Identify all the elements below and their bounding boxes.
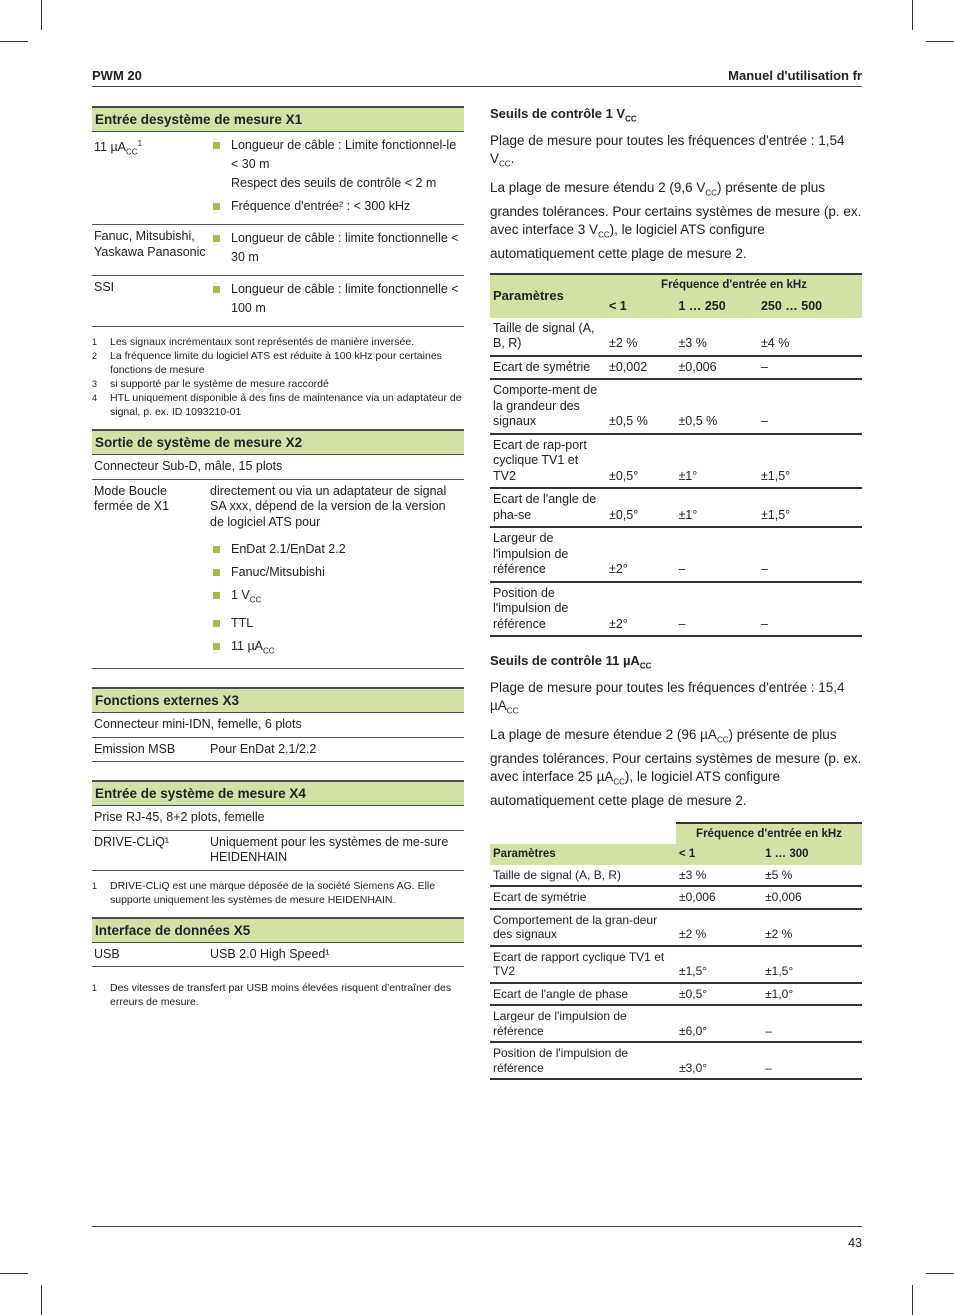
vcc-value-cell: ±4 % <box>760 336 790 351</box>
footnote-key: 4 <box>92 393 98 403</box>
uacc-th-param <box>490 823 676 865</box>
x4-row <box>92 831 464 871</box>
x3-title: Fonctions externes X3 <box>92 687 464 713</box>
vcc-param-cell: Position de l'impulsion de référence <box>493 585 569 631</box>
crop-mark <box>912 0 913 30</box>
uacc-table-row <box>490 865 862 887</box>
x5-title: Interface de données X5 <box>92 917 464 943</box>
footnote-key: 2 <box>92 351 98 361</box>
x2-interface-name: 1 V <box>231 588 250 602</box>
uacc-heading-text: Seuils de contrôle 11 µA <box>490 653 640 669</box>
vcc-value-cell: – <box>678 562 686 577</box>
footnote <box>92 335 464 349</box>
x2-description: directement ou via un adaptateur de signal SA xxx, dépend de la version de la version de logiciel ATS pour <box>210 483 447 529</box>
x1-bullet-item <box>210 229 462 267</box>
vcc-value-cell: ±2° <box>609 616 628 631</box>
uacc-value-cell: ±6,0° <box>679 1023 708 1038</box>
uacc-heading-sub: CC <box>639 661 652 671</box>
uacc-p2-b: ) présente de plus grandes tolérances. Pour certains systèmes de mesure (p. ex. avec interface 25 µA <box>490 727 862 785</box>
bullet-square-icon <box>213 569 220 576</box>
bullet-square-icon <box>213 643 220 650</box>
vcc-value-cell: ±0,5° <box>609 468 639 483</box>
x1-bullet-extra: Respect des seuils de contrôle < 2 m <box>231 176 437 190</box>
x1-bullet-item <box>210 136 462 193</box>
vcc-value-cell: ±1,5° <box>760 468 791 483</box>
crop-mark <box>912 1285 913 1315</box>
x2-interface-name: 11 µA <box>231 638 263 653</box>
vcc-table-row <box>490 318 862 356</box>
vcc-param-cell: Ecart de l'angle de pha-se <box>493 492 597 522</box>
uacc-table-row <box>490 946 862 983</box>
uacc-param-cell: Ecart de rapport cyclique TV1 et TV2 <box>493 949 665 979</box>
x1-bullet-text: Fréquence d'entrée² : < 300 kHz <box>231 199 411 213</box>
bullet-square-icon <box>213 546 220 553</box>
vcc-p2-sub2: CC <box>598 230 610 240</box>
vcc-value-cell: ±1° <box>678 468 698 483</box>
x5-value: USB 2.0 High Speed¹ <box>210 946 330 961</box>
x1-row <box>92 225 464 276</box>
vcc-value-cell: ±3 % <box>678 336 707 351</box>
vcc-paragraph-1 <box>490 132 862 174</box>
x2-row <box>92 480 464 670</box>
footnote-text: si supporté par le système de mesure raccordé <box>110 378 329 390</box>
uacc-heading <box>490 653 862 671</box>
vcc-value-cell: ±2° <box>609 562 628 577</box>
footnote <box>92 349 464 377</box>
vcc-value-cell: ±1° <box>678 507 698 522</box>
vcc-param-cell: Taille de signal (A, B, R) <box>493 320 595 351</box>
vcc-param-cell: Ecart de symétrie <box>493 359 591 374</box>
x1-row-value <box>208 276 464 326</box>
x2-interface-item <box>210 586 462 610</box>
x5-note-key: 1 <box>92 983 98 993</box>
footnote-text: La fréquence limite du logiciel ATS est réduite à 100 kHz pour certaines fonctions de mesure <box>110 350 442 376</box>
vcc-p2-c: ), le logiciel ATS configure automatiquement cette plage de mesure 2. <box>490 221 765 261</box>
uacc-value-cell: – <box>765 1060 772 1075</box>
x2-connector: Connecteur Sub-D, mâle, 15 plots <box>92 455 464 480</box>
x1-bullet-text: Longueur de câble : Limite fonctionnel-le < 30 m <box>231 138 457 171</box>
vcc-value-cell: – <box>760 616 768 631</box>
x1-row-value <box>208 225 464 275</box>
vcc-p2-sub1: CC <box>705 188 717 198</box>
x5-footnote <box>92 967 464 1009</box>
uacc-value-cell: ±0,006 <box>679 890 716 905</box>
uacc-table-row <box>490 983 862 1006</box>
uacc-p1-sub: CC <box>506 706 519 716</box>
x1-bullet-text: Longueur de câble : limite fonctionnelle < 30 m <box>231 231 459 264</box>
uacc-p2-sub2: CC <box>613 777 625 787</box>
x4-title: Entrée de système de mesure X4 <box>92 780 464 806</box>
x3-row <box>92 738 464 763</box>
uacc-value-cell: ±1,0° <box>765 986 794 1001</box>
crop-mark <box>926 41 954 42</box>
vcc-value-cell: – <box>678 616 686 631</box>
x1-footnotes <box>92 327 464 419</box>
vcc-value-cell: ±0,006 <box>678 359 717 374</box>
x4-label: DRIVE-CLiQ¹ <box>94 834 170 849</box>
uacc-param-cell: Ecart de l'angle de phase <box>493 986 629 1001</box>
crop-mark <box>0 1273 28 1274</box>
vcc-th-param: Paramètres <box>490 274 606 318</box>
footnote <box>92 377 464 391</box>
vcc-p2-a: La plage de mesure étendu 2 (9,6 V <box>490 180 706 196</box>
vcc-value-cell: ±0,5° <box>609 507 639 522</box>
vcc-table-row <box>490 527 862 582</box>
x1-label-main: SSI <box>94 280 115 294</box>
crop-mark <box>926 1273 954 1274</box>
uacc-value-cell: ±5 % <box>765 867 793 882</box>
vcc-table-row <box>490 379 862 434</box>
uacc-p2-sub1: CC <box>716 736 729 746</box>
x1-row-label <box>92 132 208 224</box>
uacc-value-cell: ±0,5° <box>679 986 708 1001</box>
x1-bullet-item <box>210 197 462 216</box>
uacc-paragraph-2 <box>490 726 862 809</box>
vcc-table-row <box>490 356 862 380</box>
x1-label-sup: 1 <box>137 139 143 148</box>
x5-note-text: Des vitesses de transfert par USB moins élevées risquent d'entraîner des erreurs de mesure. <box>110 982 452 1008</box>
vcc-param-cell: Largeur de l'impulsion de référence <box>493 531 569 577</box>
x3-label: Emission MSB <box>94 741 176 756</box>
uacc-table-row <box>490 909 862 946</box>
x1-row <box>92 276 464 327</box>
vcc-table-row <box>490 488 862 527</box>
x2-interface-name: TTL <box>231 615 254 630</box>
x1-row-label <box>92 276 208 326</box>
uacc-table-row <box>490 1042 862 1079</box>
uacc-p1-text: Plage de mesure pour toutes les fréquences d'entrée : 15,4 µA <box>490 679 845 713</box>
x2-interface-item <box>210 637 462 661</box>
uacc-value-cell: ±0,006 <box>765 890 802 905</box>
x1-bullet-text: Longueur de câble : limite fonctionnelle < 100 m <box>231 282 459 315</box>
uacc-value-cell: ±1,5° <box>679 964 708 979</box>
vcc-value-cell: – <box>760 562 768 577</box>
uacc-table-row <box>490 886 862 909</box>
x2-label: Mode Boucle fermée de X1 <box>94 483 170 513</box>
vcc-col-header: < 1 <box>606 296 675 318</box>
uacc-param-cell: Position de l'impulsion de référence <box>493 1046 629 1075</box>
vcc-param-cell: Ecart de rap-port cyclique TV1 et TV2 <box>493 437 587 483</box>
x1-row <box>92 132 464 225</box>
x1-bullet-list <box>210 136 462 216</box>
x4-note-key: 1 <box>92 880 98 891</box>
vcc-heading <box>490 106 862 124</box>
vcc-table-row <box>490 582 862 637</box>
vcc-col-header: 1 … 250 <box>675 296 758 318</box>
crop-mark <box>0 41 28 42</box>
uacc-param-cell: Comportement de la gran-deur des signaux <box>493 912 658 942</box>
uacc-th-param-text: Paramètres <box>490 844 676 865</box>
footnote-text: HTL uniquement disponible à des fins de maintenance via un adaptateur de signal, p. ex. ID 1093210-01 <box>110 392 462 418</box>
vcc-p2-b: ) présente de plus grandes tolérances. Pour certains systèmes de mesure (p. ex. avec interface 3 V <box>490 180 862 237</box>
x1-label-main: 11 µA <box>94 140 126 155</box>
uacc-th-group: Fréquence d'entrée en kHz <box>676 823 862 845</box>
page-footer <box>92 1226 862 1250</box>
x1-title: Entrée desystème de mesure X1 <box>92 106 464 132</box>
uacc-value-cell: – <box>765 1023 772 1038</box>
x1-label-sub: CC <box>126 147 138 157</box>
footnote <box>92 391 464 419</box>
x2-interface-item <box>210 614 462 633</box>
x2-interface-item <box>210 563 462 582</box>
uacc-param-cell: Ecart de symétrie <box>493 890 587 905</box>
vcc-value-cell: ±1,5° <box>760 507 791 522</box>
uacc-col-header: < 1 <box>676 844 762 865</box>
uacc-param-cell: Taille de signal (A, B, R) <box>493 867 622 882</box>
x2-interface-sub: CC <box>263 646 275 655</box>
right-column <box>490 106 862 1080</box>
footnote-key: 3 <box>92 379 98 389</box>
vcc-value-cell: ±0,5 % <box>609 414 648 429</box>
x4-connector: Prise RJ-45, 8+2 plots, femelle <box>92 806 464 831</box>
x2-interface-sub: CC <box>249 595 262 605</box>
uacc-col-header: 1 … 300 <box>762 844 862 865</box>
header-product: PWM 20 <box>92 68 142 83</box>
crop-mark <box>41 0 42 30</box>
vcc-col-header: 250 … 500 <box>758 296 862 318</box>
uacc-parameter-table <box>490 822 862 1081</box>
x5-row <box>92 943 464 968</box>
bullet-square-icon <box>213 235 220 242</box>
vcc-p1-sub: CC <box>499 159 511 169</box>
uacc-value-cell: ±2 % <box>765 927 793 942</box>
vcc-p1-text: Plage de mesure pour toutes les fréquences d'entrée : 1,54 V <box>490 132 845 166</box>
page-header <box>92 68 862 87</box>
header-manual-title: Manuel d'utilisation fr <box>728 68 862 83</box>
vcc-value-cell: ±0,002 <box>609 359 648 374</box>
bullet-square-icon <box>213 592 220 599</box>
crop-mark <box>41 1285 42 1315</box>
x4-note-text: DRIVE-CLiQ est une marque déposée de la société Siemens AG. Elle supporte uniquement les systèmes de mesure HEIDENHAIN. <box>110 879 436 906</box>
vcc-value-cell: ±2 % <box>609 336 638 351</box>
x2-interface-name: EnDat 2.1/EnDat 2.2 <box>231 542 346 556</box>
x4-footnote <box>92 871 464 907</box>
footnote-key: 1 <box>92 337 98 347</box>
vcc-value-cell: – <box>760 414 768 429</box>
uacc-value-cell: ±2 % <box>679 927 707 942</box>
uacc-paragraph-1 <box>490 679 862 721</box>
x1-label-main: Fanuc, Mitsubishi, Yaskawa Panasonic <box>94 229 206 259</box>
uacc-value-cell: ±3 % <box>679 867 707 882</box>
x3-connector: Connecteur mini-IDN, femelle, 6 plots <box>92 713 464 738</box>
x1-row-value <box>208 132 464 224</box>
uacc-p2-a: La plage de mesure étendue 2 (96 µA <box>490 727 717 743</box>
bullet-square-icon <box>213 286 220 293</box>
x1-table <box>92 132 464 327</box>
x2-title: Sortie de système de mesure X2 <box>92 429 464 455</box>
x1-row-label <box>92 225 208 275</box>
x2-value <box>208 480 464 669</box>
page-number: 43 <box>848 1236 862 1250</box>
vcc-paragraph-2 <box>490 179 862 262</box>
vcc-p1-end: . <box>510 150 515 166</box>
bullet-square-icon <box>213 142 220 149</box>
vcc-value-cell: – <box>760 359 768 374</box>
bullet-square-icon <box>213 620 220 627</box>
x2-interface-list <box>210 540 462 660</box>
vcc-table-row <box>490 434 862 489</box>
vcc-parameter-table <box>490 273 862 638</box>
x4-value: Uniquement pour les systèmes de me-sure HEIDENHAIN <box>210 834 449 864</box>
uacc-p2-c: ), le logiciel ATS configure automatiquement cette plage de mesure 2. <box>490 769 780 808</box>
vcc-value-cell: ±0,5 % <box>678 414 718 429</box>
vcc-param-cell: Comporte-ment de la grandeur des signaux <box>493 383 598 429</box>
x5-label: USB <box>94 946 120 961</box>
x1-bullet-list <box>210 280 462 318</box>
footnote-text: Les signaux incrémentaux sont représentés de manière inversée. <box>110 336 415 348</box>
uacc-value-cell: ±3,0° <box>679 1060 708 1075</box>
x2-interface-item <box>210 540 462 559</box>
x2-interface-name: Fanuc/Mitsubishi <box>231 565 325 579</box>
x1-bullet-item <box>210 280 462 318</box>
uacc-param-cell: Largeur de l'impulsion de référence <box>493 1009 627 1038</box>
vcc-heading-sub: CC <box>625 114 637 124</box>
left-column <box>92 106 464 1009</box>
x3-value: Pour EnDat 2.1/2.2 <box>210 741 317 756</box>
uacc-value-cell: ±1,5° <box>765 964 794 979</box>
vcc-th-group: Fréquence d'entrée en kHz <box>606 274 862 297</box>
vcc-heading-text: Seuils de contrôle 1 V <box>490 106 626 121</box>
bullet-square-icon <box>213 203 220 210</box>
x1-bullet-list <box>210 229 462 267</box>
uacc-table-row <box>490 1005 862 1042</box>
